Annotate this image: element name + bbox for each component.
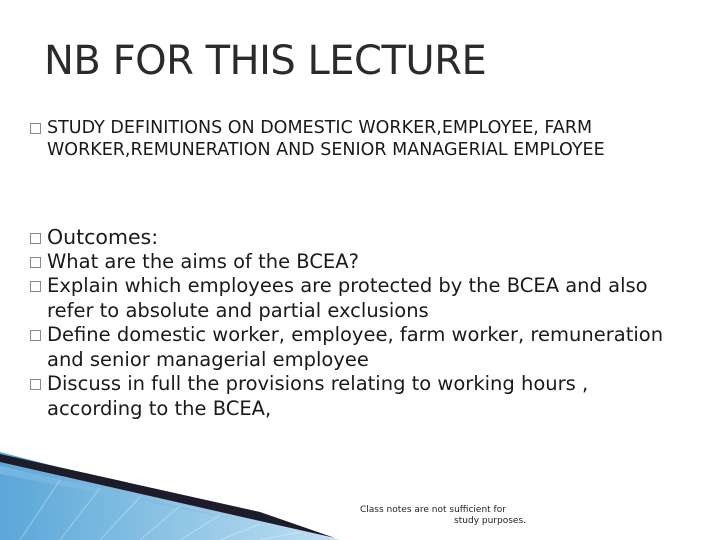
intro-bullet-text: STUDY DEFINITIONS ON DOMESTIC WORKER,EMPLOYEE, FARM WORKER,REMUNERATION AND SENIOR MANAGERIAL EMPLOYEE bbox=[47, 118, 605, 160]
square-bullet-icon bbox=[30, 379, 41, 390]
list-item-outcome bbox=[30, 250, 685, 275]
square-bullet-icon bbox=[30, 233, 41, 244]
outcome-text: Explain which employees are protected by the BCEA and also refer to absolute and partial exclusions bbox=[47, 274, 648, 322]
outcome-text: Define domestic worker, employee, farm worker, remuneration and senior managerial employee bbox=[47, 323, 664, 371]
outcome-text: Discuss in full the provisions relating to working hours , according to the BCEA, bbox=[47, 372, 589, 420]
square-bullet-icon bbox=[30, 281, 41, 292]
square-bullet-icon bbox=[30, 330, 41, 341]
square-bullet-icon bbox=[30, 257, 41, 268]
slide-title: NB FOR THIS LECTURE bbox=[44, 38, 487, 84]
list-item-intro bbox=[30, 118, 680, 161]
list-item-outcome bbox=[30, 323, 685, 372]
footnote-line-1: Class notes are not sufficient for bbox=[360, 505, 506, 515]
list-item-outcome bbox=[30, 372, 685, 421]
square-bullet-icon bbox=[30, 123, 41, 134]
list-item-outcome bbox=[30, 274, 685, 323]
outcomes-block bbox=[30, 225, 685, 421]
intro-bullet-block bbox=[30, 118, 680, 161]
outcomes-heading: Outcomes: bbox=[47, 225, 159, 249]
footnote-line-2: study purposes. bbox=[454, 516, 526, 526]
outcomes-heading-item bbox=[30, 225, 685, 250]
footnote bbox=[360, 505, 526, 527]
outcome-text: What are the aims of the BCEA? bbox=[47, 249, 359, 273]
